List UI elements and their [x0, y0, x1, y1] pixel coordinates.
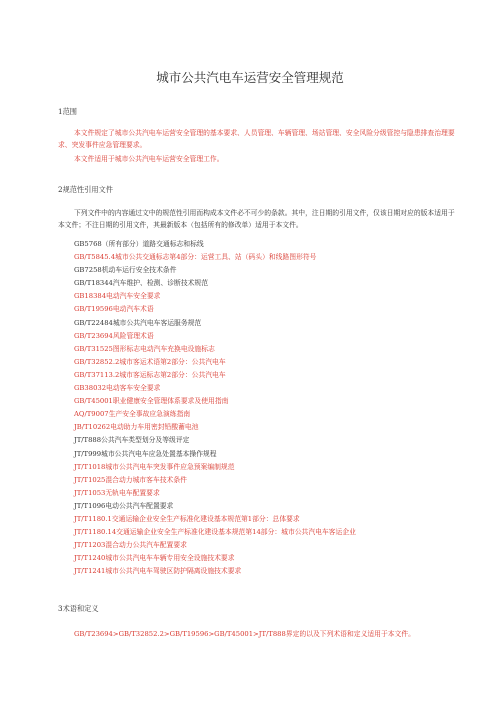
reference-item: GB/T22484城市公共汽电车客运服务规范 [74, 318, 202, 327]
reference-item: GB18384电动汽车安全要求 [74, 292, 161, 301]
reference-item: JT/T1180.1交通运输企业安全生产标准化建设基本规范第1部分：总体要求 [74, 514, 300, 523]
reference-item: GB/T37113.2城市客运标志第2部分：公共汽电车 [74, 370, 226, 379]
references-intro-paragraph: 下列文件中的内容通过文中的规范性引用而构成本文件必不可少的条款。其中，注日期的引用文件，仅该日期对应的版本适用于本文件；不注日期的引用文件，其最新版本（包括所有的修改单）适用于本文件。 [58, 209, 455, 229]
reference-item: GB5768（所有部分）道路交通标志和标线 [74, 240, 204, 248]
reference-item: GB/T45001职业健康安全管理体系要求及使用指南 [74, 397, 229, 406]
reference-item: GB38032电动客车安全要求 [74, 384, 161, 393]
reference-item: GB/T19596电动汽车术语 [74, 305, 154, 314]
reference-item: JT/T1018城市公共汽电车突发事件应急预案编制规范 [74, 462, 235, 471]
section-heading-scope: 1范围 [58, 107, 77, 116]
reference-list [74, 238, 356, 578]
reference-item: GB7258机动车运行安全技术条件 [74, 266, 177, 275]
reference-item: JT/T1241城市公共汽电车驾驶区防护隔离设施技术要求 [74, 567, 242, 576]
section-heading-normative-references: 2规范性引用文件 [58, 185, 113, 194]
reference-item: JB/T10262电动助力车用密封铅酸蓄电池 [74, 423, 199, 432]
reference-item: JT/T1025混合动力城市客车技术条件 [74, 475, 187, 484]
reference-item: JT/T1096电动公共汽车配置要求 [74, 501, 174, 510]
reference-item: JT/T1053无轨电车配置要求 [74, 488, 160, 497]
reference-item: JT/T999城市公共汽电车应急处置基本操作规程 [74, 449, 217, 458]
reference-item: JT/T888公共汽车类型划分及等级评定 [74, 436, 190, 445]
scope-paragraph-1: 本文件规定了城市公共汽电车运营安全管理的基本要求、人员管理、车辆管理、场站管理、安全风险分级管控与隐患排查治理要求、突发事件应急管理要求。 [58, 129, 455, 149]
reference-item: GB/T31525图形标志电动汽车充换电设施标志 [74, 344, 215, 353]
terms-paragraph: GB/T23694>GB/T32852.2>GB/T19596>GB/T45001>JT/T888界定的以及下列术语和定义适用于本文件。 [74, 630, 415, 638]
reference-item: JT/T1240城市公共汽电车车辆专用安全设施技术要求 [74, 554, 235, 563]
reference-item: AQ/T9007生产安全事故应急演练指南 [74, 410, 191, 419]
section-heading-terms: 3术语和定义 [58, 604, 99, 613]
document-title: 城市公共汽电车运营安全管理规范 [156, 70, 344, 85]
reference-item: GB/T32852.2城市客运术语第2部分：公共汽电车 [74, 357, 226, 366]
reference-item: GB/T23694风险管理术语 [74, 331, 154, 340]
reference-item: GB/T5845.4城市公共交通标志第4部分：运营工具、站（码头）和线路图形符号 [74, 253, 317, 262]
reference-item: JT/T1203混合动力公共汽车配置要求 [74, 541, 187, 550]
reference-item: JT/T1180.14交通运输企业安全生产标准化建设基本规范第14部分：城市公共汽电车客运企业 [74, 528, 356, 537]
scope-paragraph-2: 本文件适用于城市公共汽电车运营安全管理工作。 [74, 155, 224, 163]
reference-item: GB/T18344汽车维护、检测、诊断技术规范 [74, 279, 209, 288]
